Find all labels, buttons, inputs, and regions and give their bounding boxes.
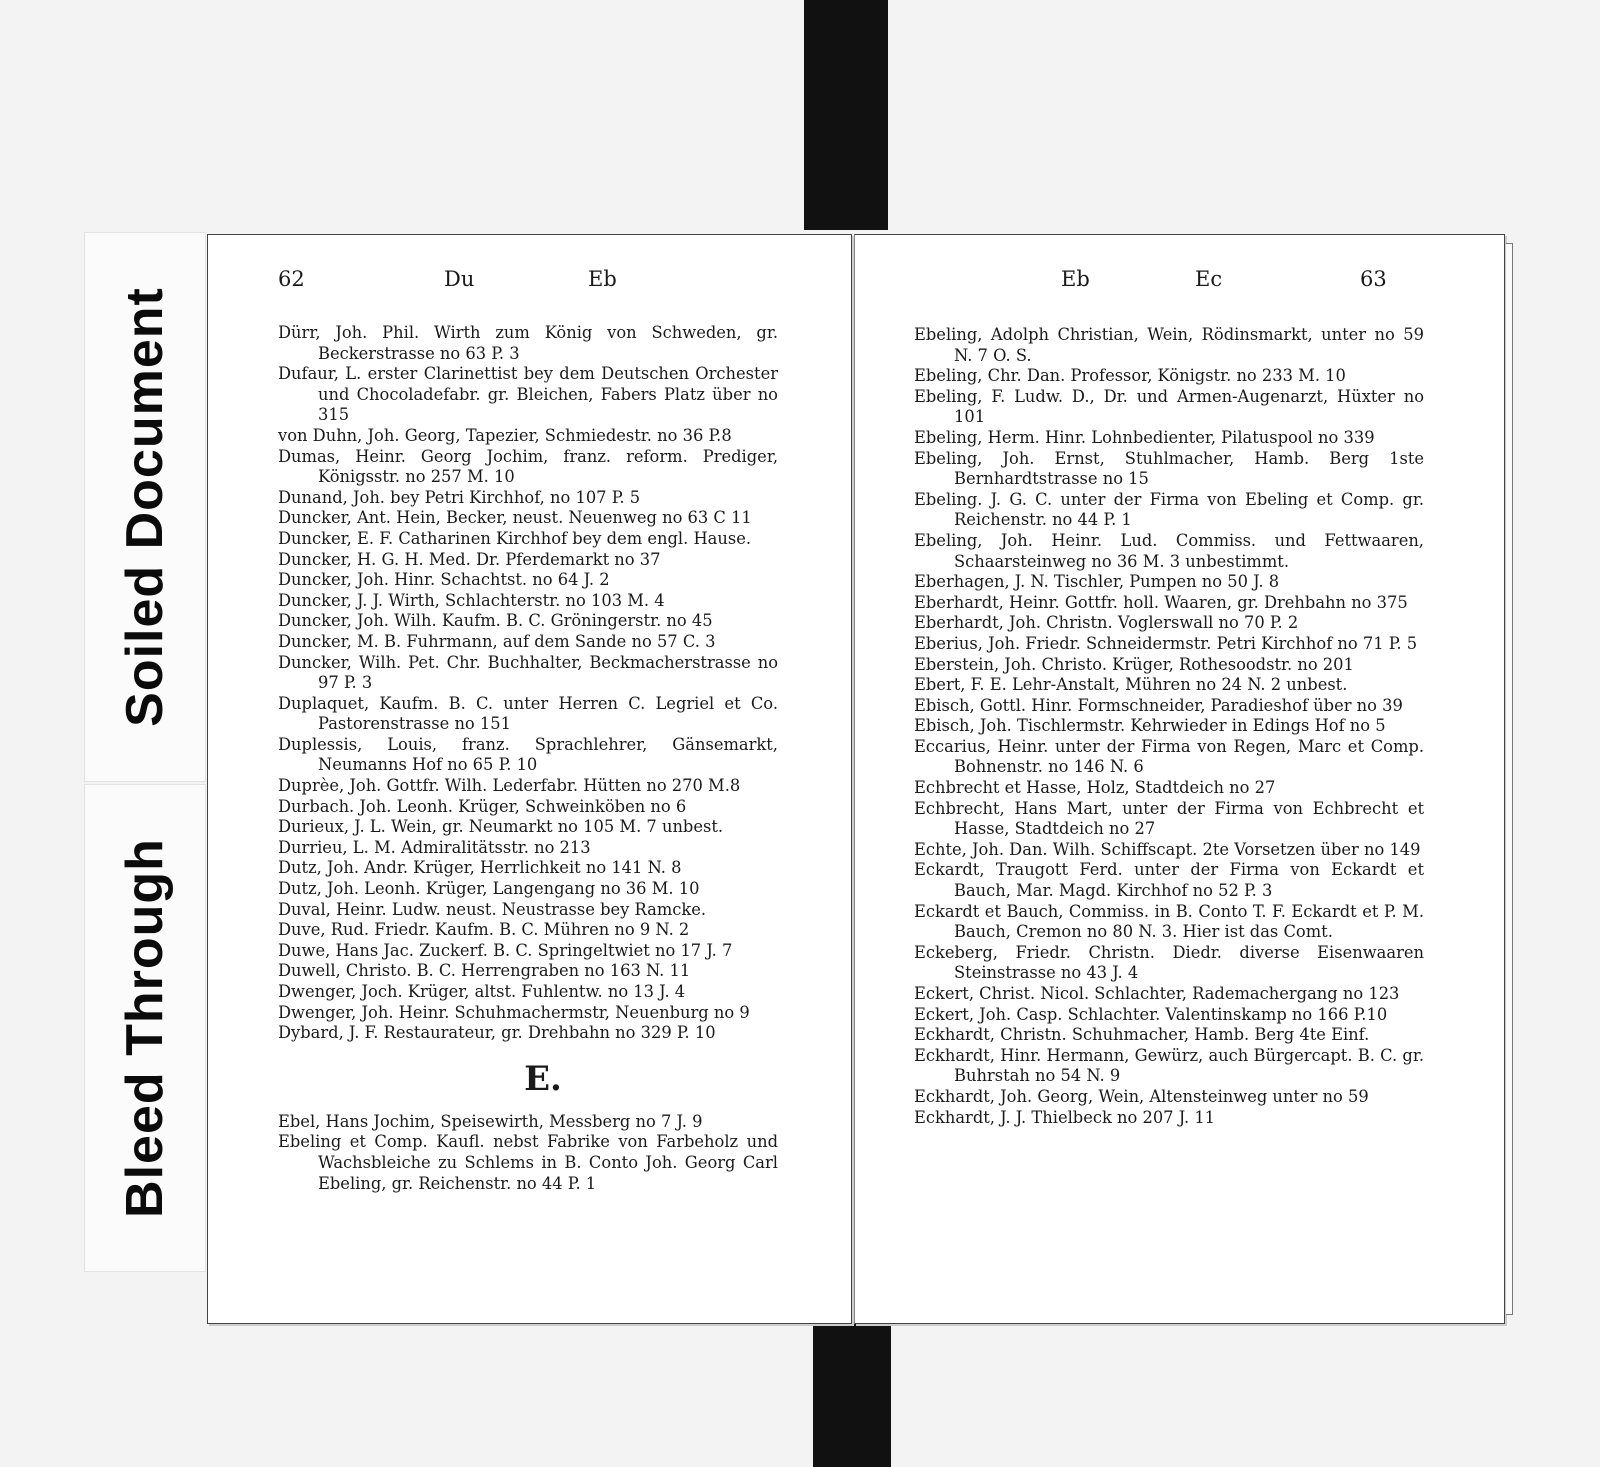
soiled-document-stamp [84, 232, 206, 782]
stamp-label-bleed: Bleed Through [116, 838, 174, 1218]
section-letter: E. [524, 1058, 562, 1099]
directory-entry: Eckert, Joh. Casp. Schlachter. Valentinskamp no 166 P.10 [914, 1004, 1388, 1024]
directory-entry: von Duhn, Joh. Georg, Tapezier, Schmiedestr. no 36 P.8 [278, 425, 732, 445]
running-head-last: Eb [588, 267, 617, 291]
directory-entry: Dutz, Joh. Andr. Krüger, Herrlichkeit no 141 N. 8 [278, 858, 682, 878]
right-entries [914, 325, 1424, 1128]
page-number: 63 [1360, 267, 1387, 291]
directory-entry: Ebeling, Adolph Christian, Wein, Rödinsmarkt, unter no 59 N. 7 O. S. [914, 325, 1424, 365]
directory-entry: Ebeling, Joh. Ernst, Stuhlmacher, Hamb. Berg 1ste Bernhardtstrasse no 15 [914, 448, 1424, 489]
book-spine-bottom [813, 1320, 891, 1467]
page-number: 62 [278, 267, 305, 291]
directory-entry: Eberstein, Joh. Christo. Krüger, Rothesoodstr. no 201 [914, 654, 1354, 674]
directory-entry: Ebeling et Comp. Kaufl. nebst Fabrike von Farbeholz und Wachsbleiche zu Schlems in B. Conto Joh. Georg Carl Ebeling, gr. Reichenstr. no 44 P. 1 [278, 1132, 778, 1193]
directory-entry: Duval, Heinr. Ludw. neust. Neustrasse bey Ramcke. [278, 899, 707, 919]
directory-entry: Duplaquet, Kaufm. B. C. unter Herren C. Legriel et Co. Pastorenstrasse no 151 [278, 693, 778, 734]
directory-entry: Ebeling, Chr. Dan. Professor, Königstr. no 233 M. 10 [914, 366, 1346, 386]
directory-entry: Eckert, Christ. Nicol. Schlachter, Rademachergang no 123 [914, 984, 1400, 1003]
right-page-header [855, 267, 1504, 297]
directory-entry: Duncker, H. G. H. Med. Dr. Pferdemarkt no 37 [278, 549, 661, 569]
directory-entry: Ebel, Hans Jochim, Speisewirth, Messberg no 7 J. 9 [278, 1111, 703, 1131]
directory-entry: Duncker, Joh. Hinr. Schachtst. no 64 J. 2 [278, 570, 610, 590]
directory-entry: Dürr, Joh. Phil. Wirth zum König von Schweden, gr. Beckerstrasse no 63 P. 3 [278, 323, 778, 363]
entry-list [278, 1112, 778, 1194]
directory-entry: Ebeling. J. G. C. unter der Firma von Ebeling et Comp. gr. Reichenstr. no 44 P. 1 [914, 489, 1424, 530]
directory-entry: Eckhardt, Hinr. Hermann, Gewürz, auch Bürgercapt. B. C. gr. Buhrstah no 54 N. 9 [914, 1045, 1424, 1086]
directory-entry: Durieux, J. L. Wein, gr. Neumarkt no 105 M. 7 unbest. [278, 817, 724, 837]
directory-entry: Duncker, J. J. Wirth, Schlachterstr. no 103 M. 4 [278, 590, 665, 610]
left-page [207, 234, 852, 1324]
running-head-first: Du [444, 267, 475, 291]
directory-entry: Duncker, M. B. Fuhrmann, auf dem Sande no 57 C. 3 [278, 631, 716, 651]
directory-entry: Dunand, Joh. bey Petri Kirchhof, no 107 P. 5 [278, 487, 641, 507]
directory-entry: Durbach. Joh. Leonh. Krüger, Schweinköben no 6 [278, 796, 687, 816]
directory-entry: Eckardt et Bauch, Commiss. in B. Conto T. F. Eckardt et P. M. Bauch, Cremon no 80 N. 3. Hier ist das Comt. [914, 901, 1424, 942]
book-spine-top [804, 0, 888, 230]
directory-entry: Dumas, Heinr. Georg Jochim, franz. reform. Prediger, Königsstr. no 257 M. 10 [278, 446, 778, 487]
directory-entry: Durrieu, L. M. Admiralitätsstr. no 213 [278, 837, 591, 857]
directory-entry: Eckeberg, Friedr. Christn. Diedr. diverse Eisenwaaren Steinstrasse no 43 J. 4 [914, 942, 1424, 983]
entry-list [914, 325, 1424, 1128]
right-page [854, 234, 1505, 1324]
directory-entry: Eckhardt, J. J. Thielbeck no 207 J. 11 [914, 1107, 1216, 1127]
directory-entry: Dwenger, Joh. Heinr. Schuhmachermstr, Neuenburg no 9 [278, 1002, 750, 1022]
running-head-last: Ec [1195, 267, 1223, 291]
directory-entry: Eberius, Joh. Friedr. Schneidermstr. Petri Kirchhof no 71 P. 5 [914, 633, 1418, 653]
directory-entry: Ebisch, Joh. Tischlermstr. Kehrwieder in Edings Hof no 5 [914, 716, 1386, 736]
directory-entry: Eberhagen, J. N. Tischler, Pumpen no 50 J. 8 [914, 572, 1280, 592]
directory-entry: Duve, Rud. Friedr. Kaufm. B. C. Mühren no 9 N. 2 [278, 920, 690, 940]
directory-entry: Ebisch, Gottl. Hinr. Formschneider, Paradieshof über no 39 [914, 695, 1403, 715]
directory-entry: Duncker, Joh. Wilh. Kaufm. B. C. Gröningerstr. no 45 [278, 611, 713, 631]
directory-entry: Dufaur, L. erster Clarinettist bey dem Deutschen Orchester und Chocoladefabr. gr. Bleichen, Fabers Platz über no 315 [278, 364, 778, 425]
directory-entry: Dwenger, Joch. Krüger, altst. Fuhlentw. no 13 J. 4 [278, 982, 686, 1001]
directory-entry: Eberhardt, Heinr. Gottfr. holl. Waaren, gr. Drehbahn no 375 [914, 592, 1408, 612]
directory-entry: Echte, Joh. Dan. Wilh. Schiffscapt. 2te Vorsetzen über no 149 [914, 839, 1421, 859]
entry-list [278, 323, 778, 1044]
directory-entry: Dutz, Joh. Leonh. Krüger, Langengang no 36 M. 10 [278, 879, 700, 899]
directory-entry: Duwe, Hans Jac. Zuckerf. B. C. Springeltwiet no 17 J. 7 [278, 940, 733, 960]
directory-entry: Dybard, J. F. Restaurateur, gr. Drehbahn no 329 P. 10 [278, 1023, 716, 1043]
directory-entry: Ebeling, Herm. Hinr. Lohnbedienter, Pilatuspool no 339 [914, 427, 1375, 447]
directory-entry: Ebert, F. E. Lehr-Anstalt, Mühren no 24 N. 2 unbest. [914, 675, 1348, 695]
directory-entry: Echbrecht, Hans Mart, unter der Firma von Echbrecht et Hasse, Stadtdeich no 27 [914, 798, 1424, 839]
bleed-through-stamp [84, 784, 206, 1272]
directory-entry: Eckardt, Traugott Ferd. unter der Firma von Eckardt et Bauch, Mar. Magd. Kirchhof no 52 P. 3 [914, 860, 1424, 901]
directory-entry: Eckhardt, Joh. Georg, Wein, Altensteinweg unter no 59 [914, 1086, 1369, 1106]
directory-entry: Duprèe, Joh. Gottfr. Wilh. Lederfabr. Hütten no 270 M.8 [278, 776, 741, 796]
directory-entry: Eccarius, Heinr. unter der Firma von Regen, Marc et Comp. Bohnenstr. no 146 N. 6 [914, 736, 1424, 777]
directory-entry: Ebeling, F. Ludw. D., Dr. und Armen-Augenarzt, Hüxter no 101 [914, 386, 1424, 427]
directory-entry: Eckhardt, Christn. Schuhmacher, Hamb. Berg 4te Einf. [914, 1025, 1370, 1045]
directory-entry: Eberhardt, Joh. Christn. Voglerswall no 70 P. 2 [914, 613, 1299, 633]
directory-entry: Duwell, Christo. B. C. Herrengraben no 163 N. 11 [278, 961, 691, 981]
left-page-header [208, 267, 851, 297]
left-entries [278, 323, 778, 1194]
directory-entry: Duncker, E. F. Catharinen Kirchhof bey dem engl. Hause. [278, 528, 752, 548]
directory-entry: Duncker, Wilh. Pet. Chr. Buchhalter, Beckmacherstrasse no 97 P. 3 [278, 652, 778, 693]
directory-entry: Duncker, Ant. Hein, Becker, neust. Neuenweg no 63 C 11 [278, 508, 752, 528]
running-head-first: Eb [1061, 267, 1090, 291]
directory-entry: Echbrecht et Hasse, Holz, Stadtdeich no 27 [914, 778, 1276, 798]
directory-entry: Ebeling, Joh. Heinr. Lud. Commiss. und Fettwaaren, Schaarsteinweg no 36 M. 3 unbestimmt. [914, 530, 1424, 571]
directory-entry: Duplessis, Louis, franz. Sprachlehrer, Gänsemarkt, Neumanns Hof no 65 P. 10 [278, 734, 778, 775]
stamp-label-soiled: Soiled Document [116, 287, 174, 727]
